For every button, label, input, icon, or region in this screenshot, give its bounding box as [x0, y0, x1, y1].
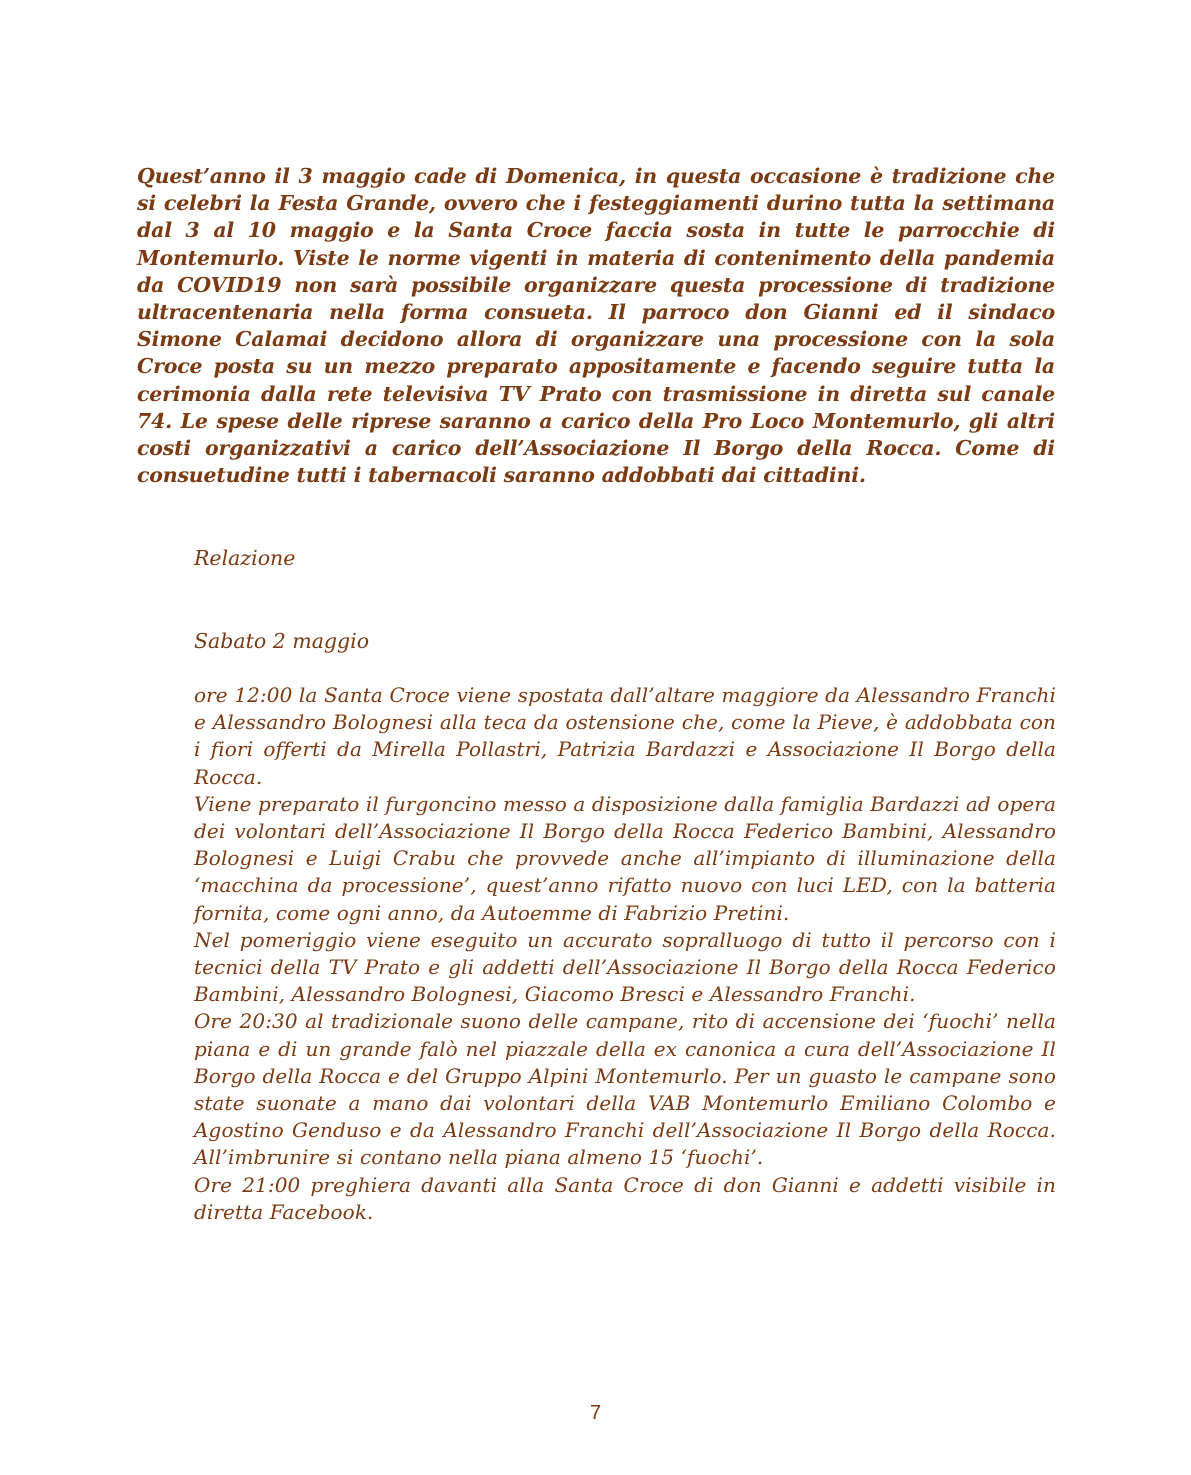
report-paragraph: Ore 20:30 al tradizionale suono delle campane, rito di accensione dei ‘fuochi’ nella piana e di un grande falò nel piazzale della ex canonica a cura dell’Associazione Il Borgo della Rocca e del Gruppo Alpini Montemurlo. Per un guasto le campane sono state suonate a mano dai volontari della VAB Montemurlo Emiliano Colombo e Agostino Genduso e da Alessandro Franchi dell’Associazione Il Borgo della Rocca. All’imbrunire si contano nella piana almeno 15 ‘fuochi’. — [194, 1009, 1056, 1170]
day-title: Sabato 2 maggio — [194, 629, 370, 653]
intro-paragraph: Quest’anno il 3 maggio cade di Domenica, in questa occasione è tradizione che si celebri la Festa Grande, ovvero che i festeggiamenti durino tutta la settimana dal 3 al 10 maggio e la Santa Croce faccia sosta in tutte le parrocchie di Montemurlo. Viste le norme vigenti in materia di contenimento della pandemia da COVID19 non sarà possibile organizzare questa processione di tradizione ultracentenaria nella forma consueta. Il parroco don Gianni ed il sindaco Simone Calamai decidono allora di organizzare una processione con la sola Croce posta su un mezzo preparato appositamente e facendo seguire tutta la cerimonia dalla rete televisiva TV Prato con trasmissione in diretta sul canale 74. Le spese delle riprese saranno a carico della Pro Loco Montemurlo, gli altri costi organizzativi a carico dell’Associazione Il Borgo della Rocca. Come di consuetudine tutti i tabernacoli saranno addobbati dai cittadini. — [137, 164, 1055, 488]
report-body — [194, 682, 1056, 1226]
report-paragraph: Viene preparato il furgoncino messo a disposizione dalla famiglia Bardazzi ad opera dei volontari dell’Associazione Il Borgo della Rocca Federico Bambini, Alessandro Bolognesi e Luigi Crabu che provvede anche all’impianto di illuminazione della ‘macchina da processione’, quest’anno rifatto nuovo con luci LED, con la batteria fornita, come ogni anno, da Autoemme di Fabrizio Pretini. — [194, 791, 1056, 925]
report-paragraph: Nel pomeriggio viene eseguito un accurato sopralluogo di tutto il percorso con i tecnici della TV Prato e gli addetti dell’Associazione Il Borgo della Rocca Federico Bambini, Alessandro Bolognesi, Giacomo Bresci e Alessandro Franchi. — [194, 927, 1056, 1007]
report-paragraph: Ore 21:00 preghiera davanti alla Santa Croce di don Gianni e addetti visibile in diretta Facebook. — [194, 1172, 1056, 1224]
page-number: 7 — [589, 1402, 602, 1424]
report-paragraph: ore 12:00 la Santa Croce viene spostata dall’altare maggiore da Alessandro Franchi e Alessandro Bolognesi alla teca da ostensione che, come la Pieve, è addobbata con i fiori offerti da Mirella Pollastri, Patrizia Bardazzi e Associazione Il Borgo della Rocca. — [194, 683, 1056, 789]
section-title: Relazione — [194, 546, 296, 570]
